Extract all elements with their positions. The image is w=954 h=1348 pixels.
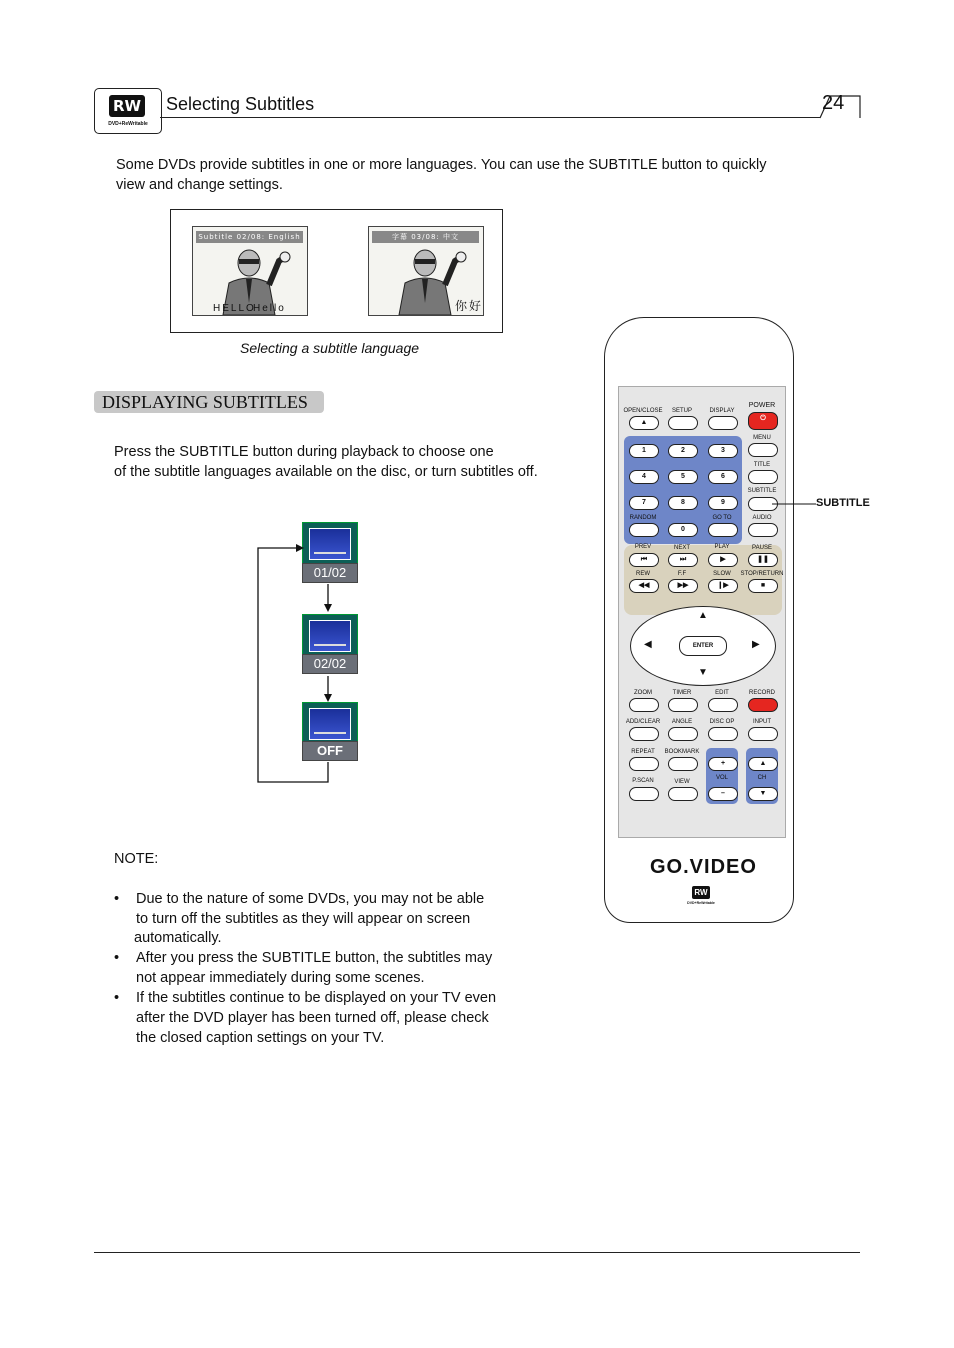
label-disc-op: DISC OP	[709, 719, 735, 725]
caption-nihao: 你好	[455, 299, 484, 313]
page-title: Selecting Subtitles	[166, 94, 315, 114]
label-random: RANDOM	[629, 515, 657, 521]
add-clear-button	[629, 727, 659, 741]
subtitle-figure	[170, 209, 503, 333]
num-9-button: 9	[708, 496, 738, 510]
label-add-clear: ADD/CLEAR	[625, 719, 661, 725]
note-bullet-icon: •	[114, 891, 120, 907]
subtitle-bar-english: Subtitle 02/08: English	[196, 231, 303, 243]
label-angle: ANGLE	[671, 719, 693, 725]
label-menu: MENU	[753, 435, 771, 441]
arrow-up-icon: ▲	[698, 610, 708, 621]
label-open-close: OPEN/CLOSE	[623, 408, 663, 414]
display-button	[708, 416, 738, 430]
play-icon: ▶	[708, 553, 738, 567]
label-play: PLAY	[714, 544, 730, 550]
label-prev: PREV	[634, 544, 652, 550]
arrow-down-icon: ▼	[698, 667, 708, 678]
menu-button	[748, 443, 778, 457]
label-vol: VOL	[715, 775, 728, 781]
arrow-left-icon: ◀	[644, 639, 652, 650]
next-icon: ⏭	[668, 553, 698, 567]
subtitle-callout-line	[772, 500, 818, 508]
label-next: NEXT	[673, 545, 690, 551]
num-2-button: 2	[668, 444, 698, 458]
intro-line-1: Some DVDs provide subtitles in one or more languages. You can use the SUBTITLE button to quickly	[116, 157, 767, 173]
note-heading: NOTE:	[114, 851, 159, 867]
num-8-button: 8	[668, 496, 698, 510]
arrow-right-icon: ▶	[752, 639, 760, 650]
label-rew: REW	[636, 571, 650, 577]
vol-plus-icon: +	[708, 757, 738, 771]
enter-button: ENTER	[679, 636, 727, 656]
num-7-button: 7	[629, 496, 659, 510]
label-pause: PAUSE	[752, 545, 772, 551]
disc-op-button	[708, 727, 738, 741]
label-bookmark: BOOKMARK	[664, 749, 700, 755]
cycle-label-1: 01/02	[302, 563, 358, 583]
ch-down-icon: ▼	[748, 787, 778, 801]
label-ch: CH	[757, 775, 767, 781]
label-view: VIEW	[674, 779, 690, 785]
rw-logo	[94, 88, 162, 134]
label-go-to: GO TO	[712, 515, 732, 521]
note-item-1-line-2: to turn off the subtitles as they will appear on screen	[136, 911, 471, 927]
power-icon: ⏻	[748, 412, 778, 430]
pause-icon: ❚❚	[748, 553, 778, 567]
intro-line-2: view and change settings.	[116, 177, 283, 193]
label-timer: TIMER	[672, 690, 692, 696]
edit-button	[708, 698, 738, 712]
cycle-label-2: 02/02	[302, 654, 358, 674]
setup-button	[668, 416, 698, 430]
ch-up-icon: ▲	[748, 757, 778, 771]
caption-hello-upper: HELLO	[213, 303, 256, 314]
note-item-3-line-1: If the subtitles continue to be displayed on your TV even	[136, 990, 497, 1006]
caption-hello-lower: Hello	[253, 303, 286, 314]
prev-icon: ⏮	[629, 553, 659, 567]
record-button	[748, 698, 778, 712]
label-edit: EDIT	[715, 690, 729, 696]
cycle-arrows	[250, 540, 340, 790]
fast-forward-icon: ▶▶	[668, 579, 698, 593]
random-button	[629, 523, 659, 537]
go-to-button	[708, 523, 738, 537]
instructions-line-1: Press the SUBTITLE button during playback to choose one	[114, 444, 494, 460]
label-title: TITLE	[753, 462, 771, 468]
section-title: DISPLAYING SUBTITLES	[94, 391, 324, 413]
remote-rw-logo	[686, 886, 716, 908]
note-item-3-line-3: the closed caption settings on your TV.	[136, 1030, 385, 1046]
eject-icon: ▲	[629, 416, 659, 430]
timer-button	[668, 698, 698, 712]
label-stop-return: STOP/RETURN	[740, 571, 784, 577]
repeat-button	[629, 757, 659, 771]
note-bullet-icon: •	[114, 990, 120, 1006]
num-1-button: 1	[629, 444, 659, 458]
screenshot-english	[192, 226, 308, 316]
label-display: DISPLAY	[709, 408, 735, 414]
rewind-icon: ◀◀	[629, 579, 659, 593]
slow-icon: ❙▶	[708, 579, 738, 593]
vol-minus-icon: –	[708, 787, 738, 801]
note-bullet-icon: •	[114, 950, 120, 966]
title-button	[748, 470, 778, 484]
remote-rw-logo-subtitle: DVD+ReWritable	[687, 901, 715, 905]
p-scan-button	[629, 787, 659, 801]
angle-button	[668, 727, 698, 741]
note-item-1-line-1: Due to the nature of some DVDs, you may not be able	[136, 891, 485, 907]
note-item-2-line-2: not appear immediately during some scenes.	[136, 970, 425, 986]
figure-caption: Selecting a subtitle language	[240, 340, 420, 356]
num-3-button: 3	[708, 444, 738, 458]
header-rule	[160, 117, 820, 118]
audio-button	[748, 523, 778, 537]
label-audio: AUDIO	[752, 515, 772, 521]
label-power: POWER	[748, 402, 776, 409]
screenshot-chinese	[368, 226, 484, 316]
label-p-scan: P.SCAN	[632, 778, 654, 784]
bookmark-button	[668, 757, 698, 771]
rw-logo-text: RW	[109, 95, 145, 117]
label-input: INPUT	[753, 719, 771, 725]
num-4-button: 4	[629, 470, 659, 484]
note-item-3-line-2: after the DVD player has been turned off, please check	[136, 1010, 489, 1026]
num-0-button: 0	[668, 523, 698, 537]
label-ff: F.F	[677, 571, 687, 577]
rw-logo-subtitle: DVD+ReWritable	[108, 121, 148, 127]
num-5-button: 5	[668, 470, 698, 484]
label-subtitle: SUBTITLE	[747, 488, 777, 494]
label-slow: SLOW	[713, 571, 731, 577]
input-button	[748, 727, 778, 741]
view-button	[668, 787, 698, 801]
footer-rule	[94, 1252, 860, 1253]
num-6-button: 6	[708, 470, 738, 484]
label-zoom: ZOOM	[634, 690, 652, 696]
label-record: RECORD	[748, 690, 775, 696]
label-repeat: REPEAT	[631, 749, 655, 755]
instructions-line-2: of the subtitle languages available on the disc, or turn subtitles off.	[114, 464, 538, 480]
zoom-button	[629, 698, 659, 712]
page-number: 24	[822, 92, 845, 114]
remote-rw-logo-text: RW	[692, 886, 710, 899]
stop-icon: ■	[748, 579, 778, 593]
cycle-label-off: OFF	[302, 741, 358, 761]
subtitle-bar-chinese: 字幕 03/08: 中文	[372, 231, 479, 243]
note-item-2-line-1: After you press the SUBTITLE button, the subtitles may	[136, 950, 493, 966]
brand-logo: GO.VIDEO	[650, 856, 757, 878]
note-item-1-line-3: automatically.	[134, 930, 222, 946]
label-setup: SETUP	[671, 408, 692, 414]
subtitle-callout: SUBTITLE	[816, 497, 870, 509]
